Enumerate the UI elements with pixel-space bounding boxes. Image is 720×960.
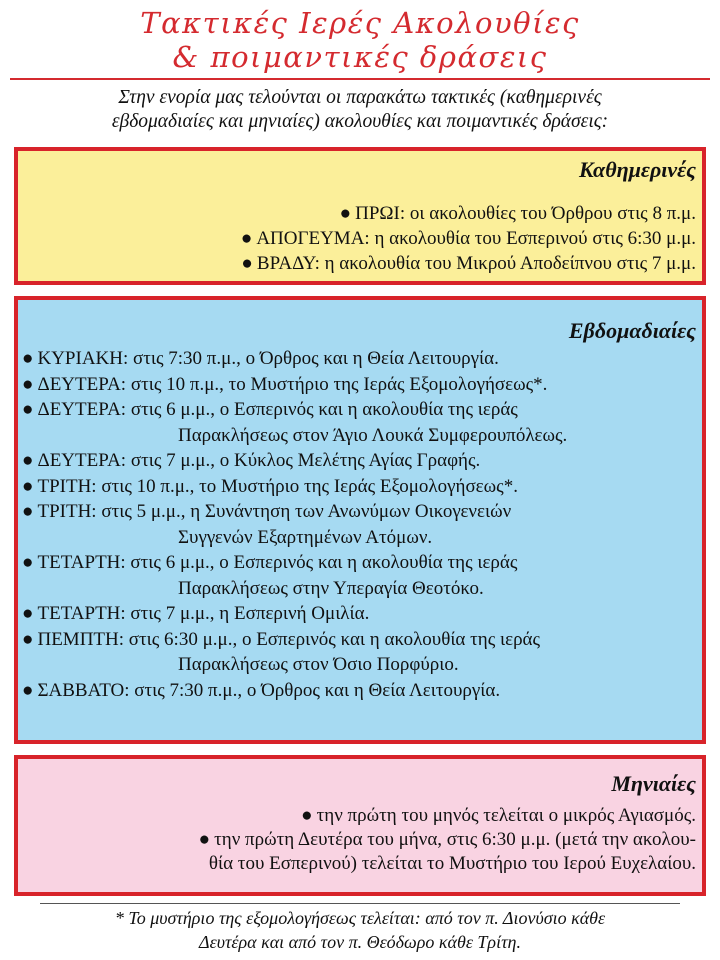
bullet-icon: ● (22, 348, 34, 369)
bullet-icon: ● (339, 203, 352, 224)
intro-line-1: Στην ενορία μας τελούνται οι παρακάτω τακτικές (καθημερινές (118, 87, 602, 108)
title-line-2: & ποιμαντικές δράσεις (172, 40, 548, 74)
list-item: ● ΤΡΙΤΗ: στις 10 π.μ., το Μυστήριο της Ιεράς Εξομολογήσεως*. (22, 475, 518, 497)
list-item: ● ΒΡΑΔΥ: η ακολουθία του Μικρού Αποδείπνου στις 7 μ.μ. (241, 253, 696, 274)
list-item: ● ΠΕΜΠΤΗ: στις 6:30 μ.μ., ο Εσπερινός και η ακολουθία της ιεράς (22, 628, 541, 650)
daily-title: Καθημερινές (579, 157, 696, 182)
title-line-1: Τακτικές Ιερές Ακολουθίες (140, 6, 580, 40)
list-item: ● ΤΕΤΑΡΤΗ: στις 7 μ.μ., η Εσπερινή Ομιλία. (22, 603, 370, 624)
page-title (0, 0, 720, 74)
bullet-icon: ● (22, 475, 34, 497)
intro-text (8, 86, 712, 134)
bullet-icon: ● (301, 805, 313, 826)
bullet-icon: ● (22, 373, 34, 395)
list-item: ● ΤΡΙΤΗ: στις 5 μ.μ., η Συνάντηση των Ανωνύμων Οικογενειών (22, 501, 512, 522)
bullet-icon: ● (22, 399, 34, 420)
list-item-continuation: Συγγενών Εξαρτημένων Ατόμων. (178, 526, 433, 548)
intro-line-2: εβδομαδιαίες και μηνιαίες) ακολουθίες και ποιμαντικές δράσεις: (111, 111, 609, 132)
list-item-continuation: θία του Εσπερινού) τελείται το Μυστήριο του Ιερού Ευχελαίου. (208, 853, 696, 874)
weekly-title: Εβδομαδιαίες (568, 318, 696, 343)
footnote-line-1: * Το μυστήριο της εξομολογήσεως τελείται: από τον π. Διονύσιο κάθε (114, 908, 606, 928)
monthly-title: Μηνιαίες (611, 771, 696, 796)
weekly-section (14, 296, 706, 744)
list-item-continuation: Παρακλήσεως στον Άγιο Λουκά Συμφερουπόλεως. (178, 424, 568, 446)
bullet-icon: ● (22, 450, 34, 471)
list-item: ● ΚΥΡΙΑΚΗ: στις 7:30 π.μ., ο Όρθρος και η Θεία Λειτουργία. (22, 348, 499, 369)
monthly-section (14, 755, 706, 896)
footnote-divider (40, 903, 680, 904)
list-item: ● ΤΕΤΑΡΤΗ: στις 6 μ.μ., ο Εσπερινός και η ακολουθία της ιεράς (22, 552, 518, 573)
footnote-line-2: Δευτέρα και από τον π. Θεόδωρο κάθε Τρίτη. (199, 932, 521, 952)
bullet-icon: ● (240, 228, 253, 249)
bullet-icon: ● (22, 501, 34, 522)
list-item: ● ΔΕΥΤΕΡΑ: στις 6 μ.μ., ο Εσπερινός και η ακολουθία της ιεράς (22, 399, 518, 420)
list-item: ● την πρώτη Δευτέρα του μήνα, στις 6:30 μ.μ. (μετά την ακολου- (198, 829, 696, 850)
list-item: ● την πρώτη του μηνός τελείται ο μικρός Αγιασμός. (301, 805, 696, 826)
footnote (8, 906, 712, 954)
list-item-continuation: Παρακλήσεως στον Όσιο Πορφύριο. (178, 654, 459, 675)
list-item: ● ΔΕΥΤΕΡΑ: στις 7 μ.μ., ο Κύκλος Μελέτης Αγίας Γραφής. (22, 450, 481, 471)
bullet-icon: ● (198, 829, 211, 850)
list-item: ● ΣΑΒΒΑΤΟ: στις 7:30 π.μ., ο Όρθρος και η Θεία Λειτουργία. (22, 679, 501, 701)
list-item-continuation: Παρακλήσεως στην Υπεραγία Θεοτόκο. (178, 577, 484, 599)
bullet-icon: ● (22, 679, 34, 701)
bullet-icon: ● (22, 552, 34, 573)
bullet-icon: ● (22, 628, 34, 650)
title-divider (10, 78, 710, 80)
bullet-icon: ● (22, 603, 34, 624)
bullet-icon: ● (241, 253, 253, 274)
list-item: ● ΔΕΥΤΕΡΑ: στις 10 π.μ., το Μυστήριο της Ιεράς Εξομολογήσεως*. (22, 373, 548, 395)
list-item: ● ΠΡΩΙ: οι ακολουθίες του Όρθρου στις 8 π.μ. (339, 203, 696, 224)
daily-section (14, 147, 706, 285)
list-item: ● ΑΠΟΓΕΥΜΑ: η ακολουθία του Εσπερινού στις 6:30 μ.μ. (240, 228, 696, 249)
